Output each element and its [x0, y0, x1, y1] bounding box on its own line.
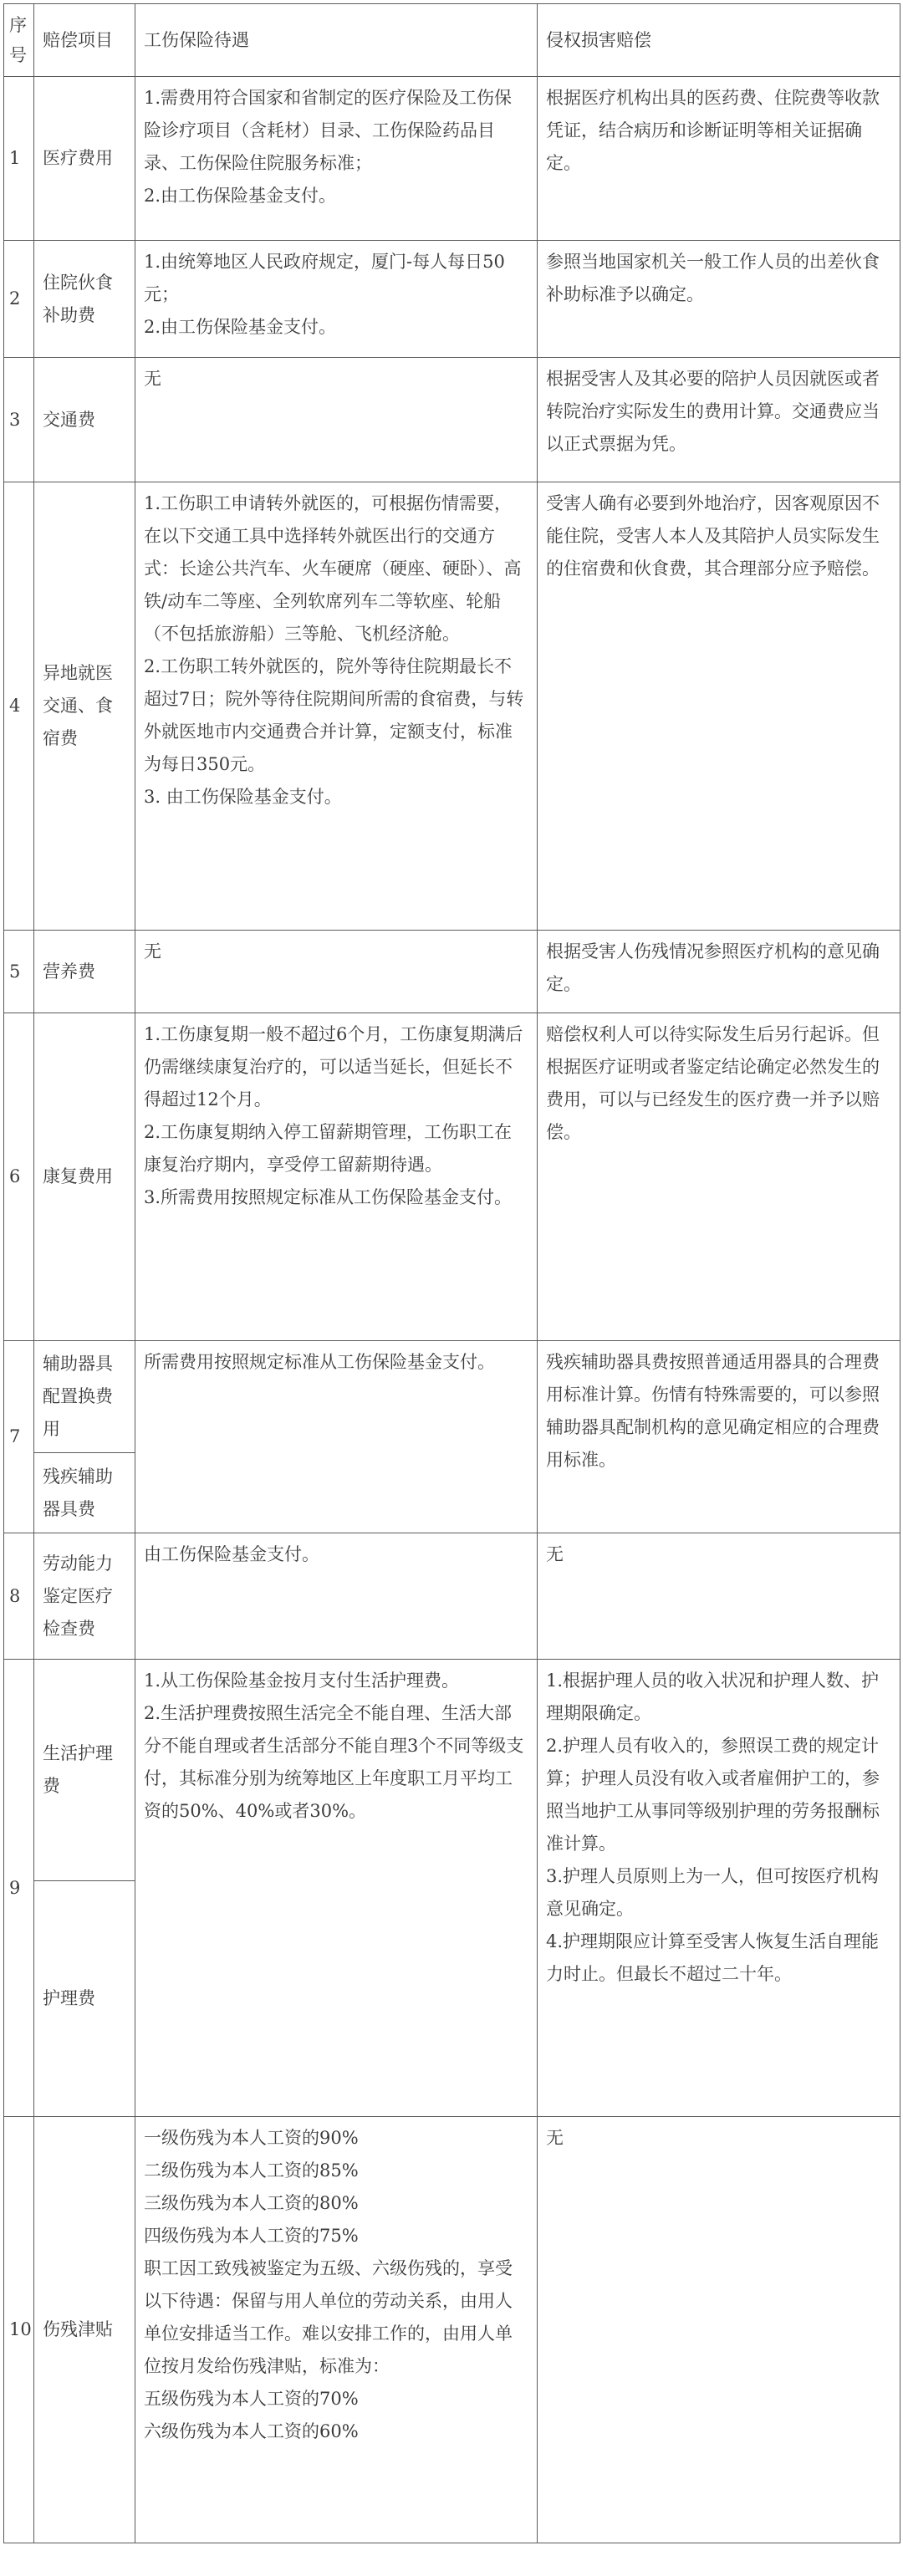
insurance-cell: [135, 931, 538, 1013]
row-number: 3: [4, 358, 34, 482]
header-num: 序号: [4, 4, 34, 77]
insurance-cell: [135, 1533, 538, 1660]
insurance-cell: [135, 241, 538, 358]
insurance-line: 3.所需费用按照规定标准从工伤保险基金支付。: [144, 1187, 513, 1207]
insurance-cell: [135, 1341, 538, 1533]
tort-line: 1.根据护理人员的收入状况和护理人数、护理期限确定。: [546, 1671, 880, 1723]
row-number: 2: [4, 241, 34, 358]
tort-line: 赔偿权利人可以待实际发生后另行起诉。但根据医疗证明或者鉴定结论确定必然发生的费用，可以与已经发生的医疗费一并予以赔偿。: [546, 1024, 880, 1142]
row-number: 7: [4, 1341, 34, 1533]
table-row: [4, 2117, 900, 2543]
insurance-line: 1.由统筹地区人民政府规定，厦门-每人每日50元；: [144, 252, 505, 304]
table-row: [4, 1013, 900, 1341]
row-number: 1: [4, 77, 34, 241]
row-number: 6: [4, 1013, 34, 1341]
tort-line: 根据受害人伤残情况参照医疗机构的意见确定。: [546, 941, 880, 994]
header-row: [4, 4, 900, 77]
insurance-line: 1.需费用符合国家和省制定的医疗保险及工伤保险诊疗项目（含耗材）目录、工伤保险药品目录、工伤保险住院服务标准；: [144, 88, 513, 173]
compensation-item: 营养费: [34, 931, 135, 1013]
table-row: [4, 931, 900, 1013]
tort-line: 受害人确有必要到外地治疗，因客观原因不能住院，受害人本人及其陪护人员实际发生的住宿费和伙食费，其合理部分应予赔偿。: [546, 493, 880, 579]
insurance-line: 1.从工伤保险基金按月支付生活护理费。: [144, 1671, 460, 1691]
table-row: [4, 1660, 900, 1881]
insurance-cell: [135, 482, 538, 931]
insurance-line: 2.工伤康复期纳入停工留薪期管理，工伤职工在康复治疗期内，享受停工留薪期待遇。: [144, 1122, 513, 1175]
tort-line: 根据受害人及其必要的陪护人员因就医或者转院治疗实际发生的费用计算。交通费应当以正式票据为凭。: [546, 369, 880, 454]
tort-cell: [538, 241, 900, 358]
tort-cell: [538, 2117, 900, 2543]
tort-cell: [538, 1533, 900, 1660]
insurance-line: 1.工伤职工申请转外就医的，可根据伤情需要，在以下交通工具中选择转外就医出行的交通方式：长途公共汽车、火车硬席（硬座、硬卧）、高铁/动车二等座、全列软席列车二等软座、轮船（不包括旅游船）三等舱、飞机经济舱。: [144, 493, 522, 644]
tort-line: 根据医疗机构出具的医药费、住院费等收款凭证，结合病历和诊断证明等相关证据确定。: [546, 88, 880, 173]
insurance-line: 无: [144, 941, 161, 962]
table-row: [4, 241, 900, 358]
tort-cell: [538, 482, 900, 931]
insurance-line: 职工因工致残被鉴定为五级、六级伤残的，享受以下待遇：保留与用人单位的劳动关系，由用人单位安排适当工作。难以安排工作的，由用人单位按月发给伤残津贴，标准为：: [144, 2258, 513, 2376]
tort-line: 残疾辅助器具费按照普通适用器具的合理费用标准计算。伤情有特殊需要的，可以参照辅助器具配制机构的意见确定相应的合理费用标准。: [546, 1352, 880, 1470]
table-row: [4, 1533, 900, 1660]
insurance-line: 六级伤残为本人工资的60%: [144, 2421, 359, 2441]
insurance-line: 无: [144, 369, 161, 389]
row-number: 10: [4, 2117, 34, 2543]
row-number: 5: [4, 931, 34, 1013]
insurance-line: 四级伤残为本人工资的75%: [144, 2226, 359, 2246]
insurance-line: 一级伤残为本人工资的90%: [144, 2128, 359, 2148]
tort-cell: [538, 1660, 900, 2117]
compensation-item: 辅助器具配置换费用: [34, 1341, 135, 1453]
insurance-line: 2.由工伤保险基金支付。: [144, 317, 337, 337]
row-number: 8: [4, 1533, 34, 1660]
insurance-line: 3. 由工伤保险基金支付。: [144, 787, 342, 807]
compensation-comparison-table: [3, 3, 900, 2543]
tort-cell: [538, 77, 900, 241]
tort-line: 4.护理期限应计算至受害人恢复生活自理能力时止。但最长不超过二十年。: [546, 1931, 880, 1984]
compensation-item: 异地就医交通、食宿费: [34, 482, 135, 931]
header-insurance: 工伤保险待遇: [135, 4, 538, 77]
insurance-cell: [135, 1660, 538, 2117]
tort-line: 无: [546, 2128, 564, 2148]
tort-cell: [538, 1013, 900, 1341]
table-row: [4, 1341, 900, 1453]
insurance-cell: [135, 1013, 538, 1341]
tort-line: 无: [546, 1544, 564, 1564]
tort-cell: [538, 931, 900, 1013]
table-row: [4, 482, 900, 931]
insurance-line: 2.由工伤保险基金支付。: [144, 186, 337, 206]
compensation-item: 生活护理费: [34, 1660, 135, 1881]
insurance-line: 2.工伤职工转外就医的，院外等待住院期最长不超过7日；院外等待住院期间所需的食宿费，与转外就医地市内交通费合并计算，定额支付，标准为每日350元。: [144, 656, 524, 774]
compensation-item: 伤残津贴: [34, 2117, 135, 2543]
row-number: 4: [4, 482, 34, 931]
insurance-line: 所需费用按照规定标准从工伤保险基金支付。: [144, 1352, 495, 1372]
insurance-line: 1.工伤康复期一般不超过6个月，工伤康复期满后仍需继续康复治疗的，可以适当延长，但延长不得超过12个月。: [144, 1024, 523, 1109]
insurance-line: 由工伤保险基金支付。: [144, 1544, 319, 1564]
insurance-line: 2.生活护理费按照生活完全不能自理、生活大部分不能自理或者生活部分不能自理3个不同等级支付，其标准分别为统筹地区上年度职工月平均工资的50%、40%或者30%。: [144, 1703, 524, 1821]
insurance-line: 五级伤残为本人工资的70%: [144, 2389, 359, 2409]
tort-line: 参照当地国家机关一般工作人员的出差伙食补助标准予以确定。: [546, 252, 880, 304]
tort-line: 3.护理人员原则上为一人，但可按医疗机构意见确定。: [546, 1866, 880, 1919]
insurance-line: 二级伤残为本人工资的85%: [144, 2160, 359, 2181]
insurance-line: 三级伤残为本人工资的80%: [144, 2193, 359, 2213]
compensation-item: 医疗费用: [34, 77, 135, 241]
compensation-item: 护理费: [34, 1881, 135, 2117]
tort-line: 2.护理人员有收入的，参照误工费的规定计算；护理人员没有收入或者雇佣护工的，参照当地护工从事同等级别护理的劳务报酬标准计算。: [546, 1736, 880, 1854]
compensation-item: 康复费用: [34, 1013, 135, 1341]
insurance-cell: [135, 2117, 538, 2543]
insurance-cell: [135, 358, 538, 482]
header-tort: 侵权损害赔偿: [538, 4, 900, 77]
tort-cell: [538, 1341, 900, 1533]
compensation-item: 残疾辅助器具费: [34, 1453, 135, 1533]
compensation-item: 交通费: [34, 358, 135, 482]
row-number: 9: [4, 1660, 34, 2117]
table-row: [4, 358, 900, 482]
table-row: [4, 77, 900, 241]
compensation-item: 住院伙食补助费: [34, 241, 135, 358]
compensation-item: 劳动能力鉴定医疗检查费: [34, 1533, 135, 1660]
insurance-cell: [135, 77, 538, 241]
header-item: 赔偿项目: [34, 4, 135, 77]
tort-cell: [538, 358, 900, 482]
